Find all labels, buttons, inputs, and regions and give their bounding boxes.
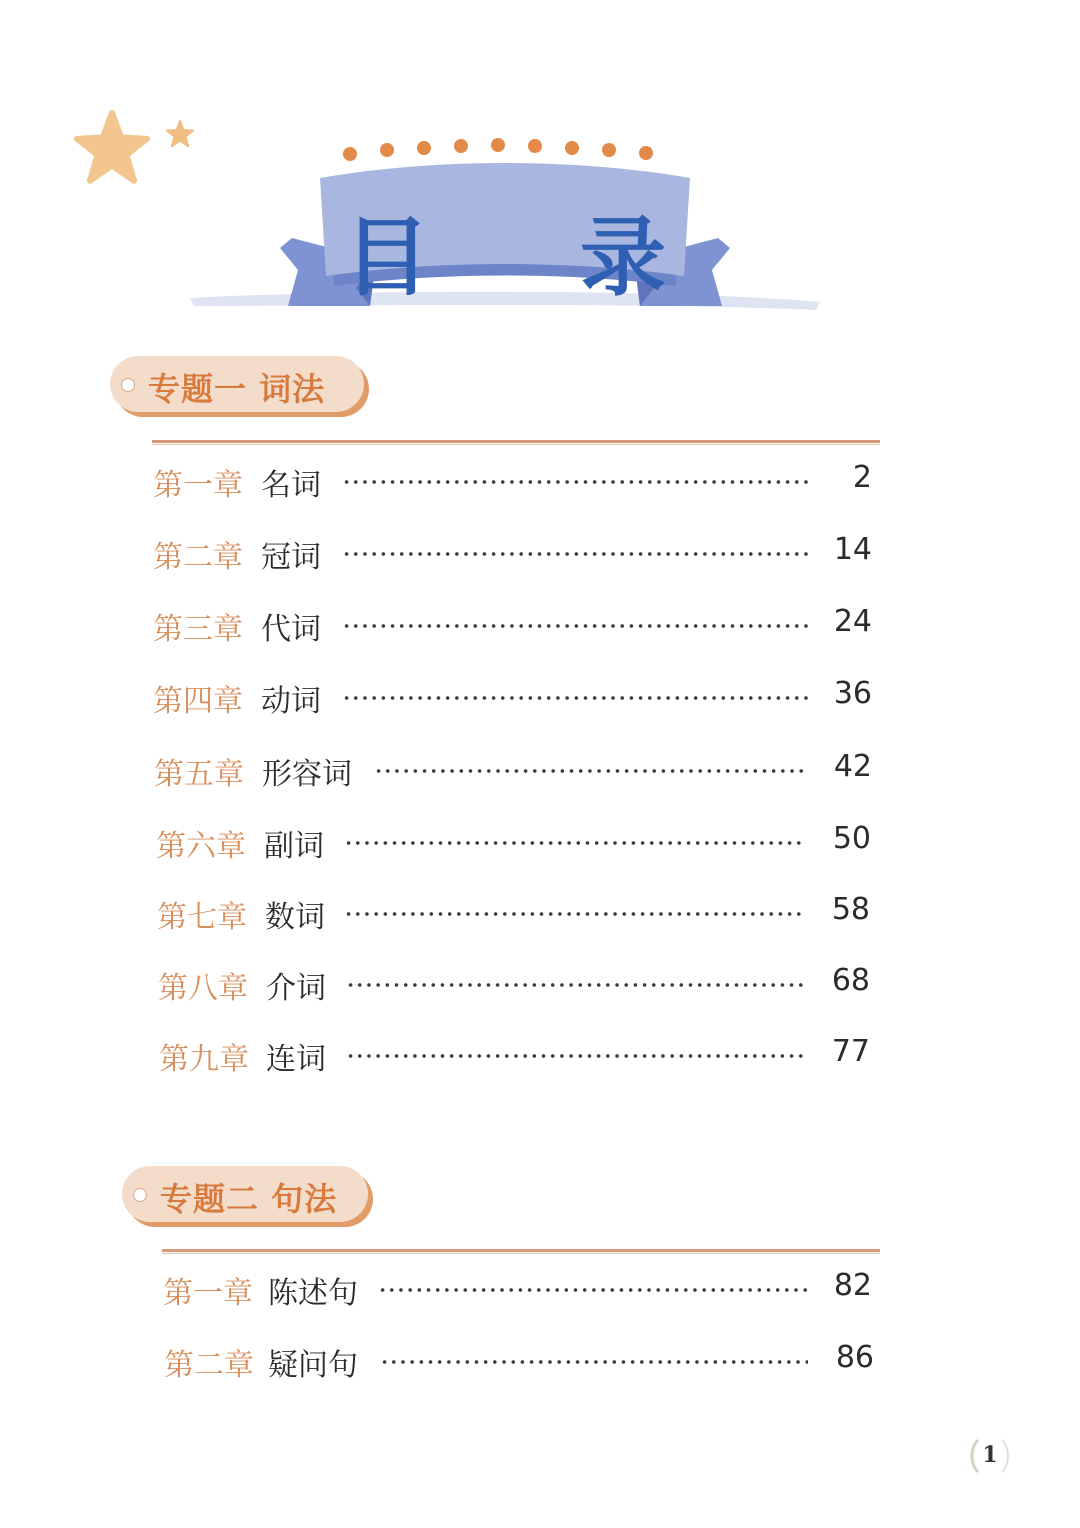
chapter-number: 第八章 — [158, 971, 248, 1006]
dot-leader — [342, 480, 808, 484]
page-number: 14 — [833, 532, 872, 567]
page-number: 24 — [833, 604, 872, 639]
chapter-topic: 陈述句 — [268, 1276, 358, 1311]
chapter-topic: 疑问句 — [268, 1348, 358, 1383]
section-title: 专题二 句法 — [160, 1180, 338, 1218]
page-folio-number: 1 — [982, 1442, 998, 1468]
dot-leader — [342, 552, 808, 556]
page-number: 86 — [835, 1340, 874, 1375]
section-rule — [162, 1249, 880, 1252]
dot-leader — [342, 696, 808, 700]
toc-entry[interactable] — [0, 963, 1080, 1013]
dot-leader — [342, 624, 808, 628]
toc-entry[interactable] — [0, 532, 1080, 582]
toc-entry[interactable] — [0, 1034, 1080, 1084]
section-heading-2 — [122, 1166, 368, 1222]
chapter-number: 第一章 — [153, 468, 243, 503]
toc-entry[interactable] — [0, 604, 1080, 654]
title-banner — [180, 130, 830, 330]
section-rule — [152, 440, 880, 443]
page-number: 58 — [831, 892, 870, 927]
page-number: 42 — [833, 749, 872, 784]
page-title: 目 录 — [344, 208, 726, 308]
chapter-topic: 动词 — [261, 684, 321, 719]
chapter-topic: 代词 — [261, 612, 321, 647]
dot-icon — [343, 138, 653, 161]
pill-hole — [133, 1188, 147, 1202]
page-number: 82 — [833, 1268, 872, 1303]
chapter-number: 第四章 — [153, 684, 243, 719]
dot-leader — [374, 769, 808, 773]
dot-leader — [344, 912, 806, 916]
toc-entry[interactable] — [0, 1268, 1080, 1318]
toc-entry[interactable] — [0, 1340, 1080, 1390]
chapter-number: 第二章 — [153, 540, 243, 575]
chapter-number: 第六章 — [156, 829, 246, 864]
chapter-number: 第三章 — [153, 612, 243, 647]
chapter-number: 第五章 — [154, 757, 244, 792]
chapter-topic: 连词 — [266, 1042, 326, 1077]
section-title: 专题一 词法 — [148, 370, 326, 408]
star-icon — [74, 110, 150, 186]
chapter-topic: 名词 — [261, 468, 321, 503]
dot-leader — [346, 1054, 804, 1058]
toc-entry[interactable] — [0, 676, 1080, 726]
toc-entry[interactable] — [0, 821, 1080, 871]
chapter-topic: 冠词 — [261, 540, 321, 575]
dot-leader — [380, 1360, 808, 1364]
page-number: 36 — [833, 676, 872, 711]
chapter-number: 第七章 — [157, 900, 247, 935]
toc-entry[interactable] — [0, 892, 1080, 942]
page-number: 50 — [832, 821, 871, 856]
dot-leader — [344, 841, 806, 845]
page-number: 2 — [852, 460, 872, 495]
chapter-topic: 形容词 — [262, 757, 352, 792]
chapter-topic: 介词 — [266, 971, 326, 1006]
chapter-topic: 副词 — [264, 829, 324, 864]
chapter-number: 第二章 — [164, 1348, 254, 1383]
page-number: 68 — [831, 963, 870, 998]
toc-entry[interactable] — [0, 460, 1080, 510]
chapter-topic: 数词 — [265, 900, 325, 935]
chapter-number: 第一章 — [163, 1276, 253, 1311]
chapter-number: 第九章 — [159, 1042, 249, 1077]
dot-leader — [378, 1288, 808, 1292]
folio — [968, 1434, 1012, 1478]
pill-hole — [121, 378, 135, 392]
page-number: 77 — [831, 1034, 870, 1069]
dot-leader — [346, 983, 804, 987]
section-heading-1 — [110, 356, 364, 412]
toc-entry[interactable] — [0, 749, 1080, 799]
